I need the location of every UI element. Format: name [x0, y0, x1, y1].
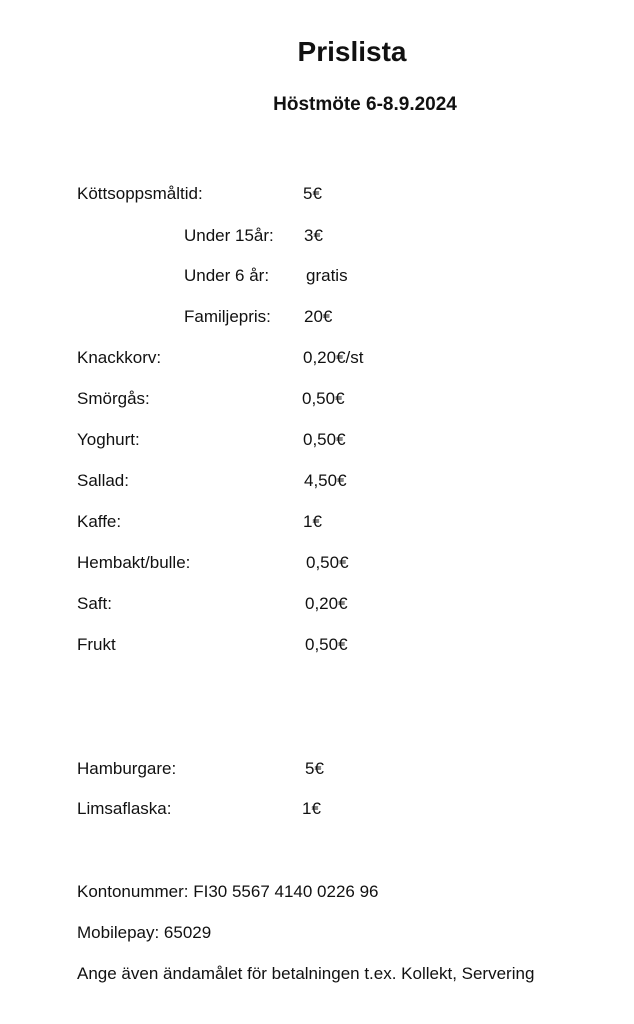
item-price: 0,50€	[305, 635, 348, 654]
price-row	[0, 346, 634, 370]
price-row-meal	[0, 182, 634, 206]
sub-item-price: 20€	[304, 307, 333, 326]
sub-item-label: Familjepris:	[184, 307, 271, 326]
item-price: 0,50€	[302, 389, 345, 408]
sub-item-label: Under 15år:	[184, 226, 274, 245]
price-row	[0, 633, 634, 657]
price-row-sub	[0, 224, 634, 248]
item-label: Smörgås:	[77, 389, 150, 408]
price-row	[0, 510, 634, 534]
price-row-extra	[0, 797, 634, 821]
item-price: 1€	[302, 799, 321, 818]
price-row	[0, 592, 634, 616]
item-price: 1€	[303, 512, 322, 531]
item-price: 0,50€	[303, 430, 346, 449]
item-label: Köttsoppsmåltid:	[77, 184, 203, 203]
payment-note: Ange även ändamålet för betalningen t.ex. Kollekt, Servering	[77, 964, 535, 983]
price-row-sub	[0, 264, 634, 288]
sub-item-price: 3€	[304, 226, 323, 245]
item-price: 4,50€	[304, 471, 347, 490]
item-price: 5€	[305, 759, 324, 778]
price-row-sub	[0, 305, 634, 329]
price-row	[0, 428, 634, 452]
account-number: Kontonummer: FI30 5567 4140 0226 96	[77, 882, 379, 901]
item-label: Hembakt/bulle:	[77, 553, 191, 572]
item-label: Sallad:	[77, 471, 129, 490]
item-price: 0,20€	[305, 594, 348, 613]
item-price: 5€	[303, 184, 322, 203]
item-label: Saft:	[77, 594, 112, 613]
item-label: Knackkorv:	[77, 348, 162, 367]
mobilepay-number: Mobilepay: 65029	[77, 923, 212, 942]
price-row	[0, 551, 634, 575]
price-row-extra	[0, 757, 634, 781]
item-price: 0,50€	[306, 553, 349, 572]
page-title: Prislista	[297, 36, 407, 67]
sub-item-label: Under 6 år:	[184, 266, 270, 285]
item-price: 0,20€/st	[303, 348, 364, 367]
page-subtitle: Höstmöte 6-8.9.2024	[273, 94, 457, 115]
item-label: Limsaflaska:	[77, 799, 172, 818]
item-label: Kaffe:	[77, 512, 122, 531]
item-label: Yoghurt:	[77, 430, 140, 449]
sub-item-price: gratis	[306, 266, 348, 285]
item-label: Hamburgare:	[77, 759, 177, 778]
price-row	[0, 469, 634, 493]
item-label: Frukt	[77, 635, 116, 654]
price-row	[0, 387, 634, 411]
